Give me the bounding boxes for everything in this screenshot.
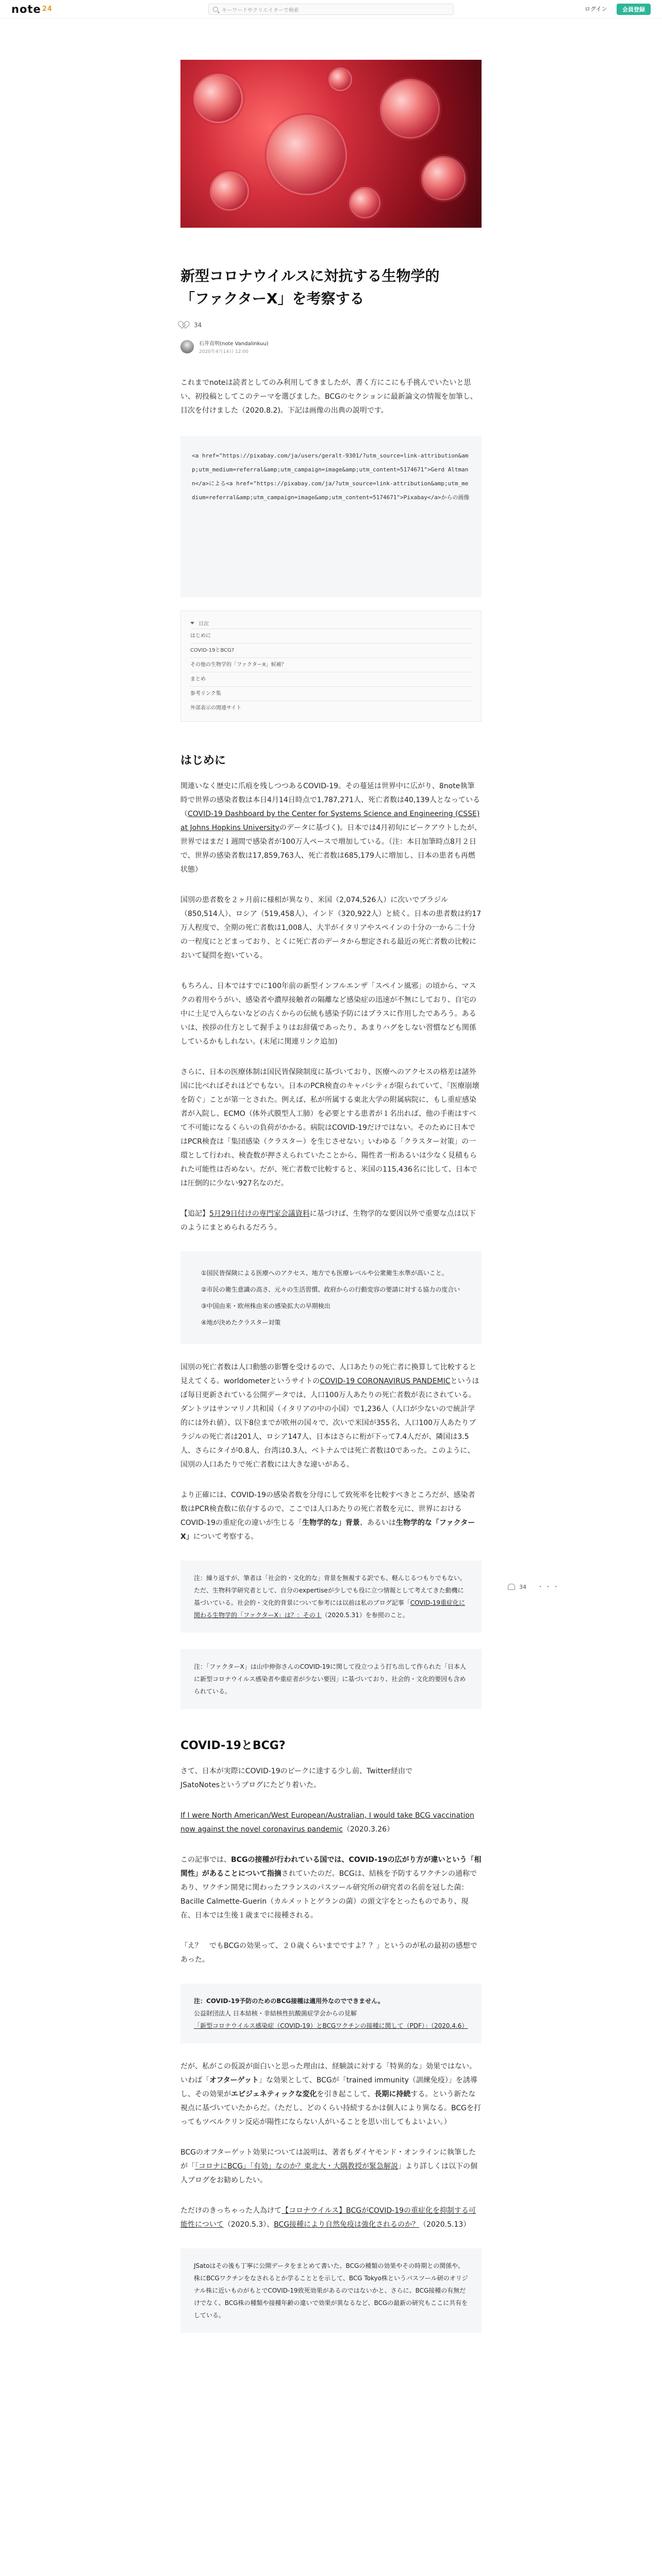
side-like-count: 34 <box>519 1583 526 1590</box>
table-of-contents <box>180 611 482 722</box>
diamond-link[interactable]: 「コロナにBCG」「有効」なのか？東北大・大隅教授が緊急解説 <box>195 2162 398 2171</box>
search-placeholder: キーワードやクリエイターで検索 <box>222 7 299 13</box>
signup-button[interactable]: 会員登録 <box>617 4 651 15</box>
paragraph: 国別の患者数を２ヶ月前に様相が異なり、米国（2,074,526人）に次いでブラジル（850,514人）、ロシア（519,458人）、インド（320,922人）と続く。日本の患者数は約17万人程度で、全期の死亡者数は1,008人、大半がイタリアやスペインの十分の一から二十分の一程度にとどまっており、とくに死亡者のデータから想定される最近の死亡者数の比較において疑問を抱いている。 <box>180 896 482 960</box>
paragraph: 【追記】5月29日付けの専門家会議資料に基づけば、生物学的な要因以外で重要な点は以下のようにまとめられるだろう。 <box>180 1210 476 1232</box>
note-box: 注：繰り返すが、筆者は「社会的・文化的な」背景を無視する訳でも、軽んじるつもりでもない。ただ、生物科学研究者として、自分のexpertiseが少しでも役に立つ情報として考えてきた動機に基づいている。社会的・文化的背景について参考には以前は私のブログ記事「COVID-19重症化に関わる生物学的「ファクターX」は？：その１（2020.5.31）を参照のこと。 <box>180 1561 482 1633</box>
paragraph: BCGのオフターゲット効果については説明は、著者もダイヤモンド・オンラインに執筆したが「「コロナにBCG」「有効」なのか？東北大・大隅教授が緊急解説」より詳しくは以下の個人ブログをお勧めしたい。 <box>180 2148 477 2184</box>
code-block: <a href="https://pixabay.com/ja/users/geralt-9301/?utm_source=link-attribution&amp;utm_medium=referral&amp;utm_campaign=image&amp;utm_content=5174671">Gerd Altmann</a>による<a href="https://pixabay.com/ja/?utm_source=link-attribution&amp;utm_medium=referral&amp;utm_campaign=image&amp;utm_content=5174671">Pixabay</a>からの画像 <box>180 436 482 597</box>
logo-sub: 24 <box>42 5 53 13</box>
dashboard-link[interactable]: COVID-19 Dashboard by the Center for Systems Science and Engineering (CSSE) at Johns Hopkins University <box>180 810 480 832</box>
box-item: ②市民の衛生意識の高さ、元々の生活習慣、政府からの行動変容の要請に対する協力の度合い <box>201 1286 460 1293</box>
avatar[interactable] <box>180 340 194 353</box>
paragraph: だが、私がこの仮説が面白いと思った理由は、経験談に対する「特異的な」効果ではない。いわば「オフターゲット」な効果として、BCGが「trained immunity（訓練免疫）」を誘導し、その効果がエピジェネティックな変化を引き起こして、長期に持続する。という新たな視点に基づいていたからだ。（ただし、どのくらい持続するかは個人により異なる。BCGを打ってもツベルクリン反応が陽性にならない人がいることを思い出してもよいよい。） <box>180 2062 481 2126</box>
title-line-2: 「ファクターX」を考察する <box>180 290 365 307</box>
hero-image <box>180 60 482 228</box>
box-item: ①国民皆保険による医療へのアクセス、地方でも医療レベルや公衆衛生水準が高いこと。 <box>201 1269 448 1277</box>
expert-meeting-link[interactable]: 5月29日付けの専門家会議資料 <box>209 1210 310 1218</box>
author-block[interactable] <box>180 339 482 354</box>
author-name[interactable]: 石井直明(note Vandalinkuu) <box>199 341 269 347</box>
search-icon <box>213 7 218 12</box>
toc-header[interactable]: 目次 <box>190 617 472 629</box>
quote-box <box>180 1251 482 1344</box>
paragraph: もちろん、日本ではすでに100年前の新型インフルエンザ「スペイン風邪」の頃から、マスクの着用やうがい、感染者や濃厚接触者の隔離など感染症の迅速が不無にしており、自宅の中に土足で入らないなどの古くからの伝統も感染予防にはプラスに作用したであろう。あるいは、挨拶の仕方として握手よりはお辞儀であったり、あまりハグをしない習慣なども関係しているかもしれない。(末尾に関連リンク追加) <box>180 982 476 1046</box>
paragraph: この記事では、BCGの接種が行われている国では、COVID-19の広がり方が違いという「相関性」があることについて指摘されていたのだ。BCGは、結核を予防するワクチンの通称であり、ワクチン開発に関わったフランスのパスツール研究所の研究者の名前を冠した菌：Bacille Calmette-Guerin（カルメットとゲランの菌）の頭文字をとったものであり、現在、日本では生後１歳までに接種される。 <box>180 1856 482 1920</box>
intro-paragraph: これまでnoteは読者としてのみ利用してきましたが、書く方にこにも手挑んでいたいと思い、初投稿としてこのテーマを選びました。BCGのセクションに最新論文の情報を加筆し、目次を付けました（2020.8.2)。下記は画像の出典の説明です。 <box>180 379 477 415</box>
paragraph: より正確には、COVID-19の感染者数を分母にして致死率を比較すべきところだが、感染者数はPCR検査数に依存するので、ここでは人口あたりの死亡者数を元に、世界におけるCOVID-19の重症化の違いが生じる「生物学的な」背景、あるいは生物学的な「ファクターX」について考察する。 <box>180 1491 475 1541</box>
floating-actions <box>508 1582 560 1592</box>
worldometer-link[interactable]: COVID-19 CORONAVIRUS PANDEMIC <box>320 1377 451 1385</box>
paragraph: If I were North American/West European/Australian, I would take BCG vaccination now against the novel coronavirus pandemic（2020.3.26） <box>180 1811 474 1834</box>
title-line-1: 新型コロナウイルスに対抗する生物学的 <box>180 267 440 284</box>
more-icon[interactable]: ・・・ <box>537 1583 560 1591</box>
paragraph: 「え？ でもBCGの効果って、２０歳くらいまでですよ？？」というのが私の最初の感想であった。 <box>180 1942 477 1964</box>
heart-icon[interactable] <box>180 321 189 329</box>
jsato-link[interactable]: If I were North American/West European/Australian, I would take BCG vaccination now against the novel coronavirus pandemic <box>180 1811 474 1834</box>
toc-item[interactable]: その他の生物学的「ファクターX」候補？ <box>190 657 472 672</box>
post-date: 2020年4月14日 12:00 <box>199 349 249 354</box>
like-count: 34 <box>194 321 202 329</box>
paragraph: さて、日本が実際にCOVID-19のピークに達する少し前、Twitter経由で JSatoNotesというブログにたどり着いた。 <box>180 1767 412 1789</box>
search-input[interactable] <box>208 4 454 15</box>
chevron-down-icon <box>190 622 194 624</box>
blog-link[interactable]: COVID-19重症化に関わる生物学的「ファクターX」は？：その１ <box>194 1599 465 1619</box>
toc-item[interactable]: はじめに <box>190 629 472 643</box>
paragraph: 関連いなく歴史に爪痕を残しつつあるCOVID-19。その蔓延は世界中に広がり、8note執筆時で世界の感染者数は本日4月14日時点で1,787,271人、死亡者数は40,139人となっている（COVID-19 Dashboard by the Center for Systems Science and Engineering (CSSE) at Johns Hopkins Universityのデータに基づく)。日本では4月初旬にピークアウトしたが、世界ではまだ１週間で感染者が100万人ペースで増加している。（注：本日加筆時点8月２日で、世界の感染者数は17,859,763人、死亡者数は685,179人に増加し、日本の患者も再燃状態） <box>180 782 482 874</box>
section-heading: はじめに <box>180 754 226 767</box>
article <box>180 60 482 2333</box>
note-box: JSatoはその後も丁寧に公開データをまとめて書いた。BCGの種類の効果やその時期との関係や、株にBCGワクチンをなされるとか学ることとを示して、BCG Tokyo株というパスツール研のオリジナル株に近いものがもとでCOVID-19致死効果があるのではないかと、さらに、BCG接種の有無だけでなく、BCG株の種類や接種年齢の違いで効果が異なるなど、BCGの最新の研究もここに共有をしている。 <box>180 2248 482 2333</box>
paragraph: 国別の死亡者数は人口動態の影響を受けるので、人口あたりの死亡者に換算して比較すると見えてくる。worldometerというサイトのCOVID-19 CORONAVIRUS PANDEMICというほぼ毎日更新されている公開データでは、人口100万人あたりの死亡者数が表にされている。ダントツはサンマリノ共和国（イタリアの中の小国）で1,236人（人口が少ないので統計学的には外れ値）、以下8位までが欧州の国々で、次いで米国が355名、人口100万人あたりブラジルの死亡者は201人、ロシア147人、日本はさらに桁が下って7.4人だが、隣国は3.5人、さらにタイが0.8人、台湾は0.3人、ベトナムでは死亡者数は0であった。このように、国別の人口あたりで死亡者数には大きな違いがある。 <box>180 1363 479 1469</box>
box-item: ④地が決めたクラスター対策 <box>201 1319 281 1326</box>
like-area <box>180 321 482 329</box>
heart-icon[interactable] <box>508 1584 515 1590</box>
logo-text: note <box>11 3 41 15</box>
blog-link-1[interactable]: 【コロナウイルス】BCGがCOVID-19の重症化を抑制する可能性について <box>180 2207 476 2229</box>
toc-item[interactable]: まとめ <box>190 672 472 686</box>
paragraph: ただけのきっちゃった人為けて【コロナウイルス】BCGがCOVID-19の重症化を抑制する可能性について（2020.5.3）、BCG接種により自然免疫は強化されるのか？（2020.5.13） <box>180 2207 476 2229</box>
toc-item[interactable]: 外部表示の関連サイト <box>190 701 472 715</box>
note-box: 注：COVID-19予防のためのBCG接種は適用外なのでできません。 公益財団法人 日本結核・非結核性抗酸菌症学会からの見解 「新型コロナウイルス感染症（COVID-19）とBCGワクチンの接種に関して（PDF）」（2020.4.6） <box>180 1984 482 2043</box>
paragraph: さらに、日本の医療体制は国民皆保険制度に基づいており、医療へのアクセスの格差は諸外国に比べればそれほどでもない。日本のPCR検査のキャパシティが限られていて、「医療崩壊を防ぐ」ことが第一とされた。例えば、私が所属する東北大学の附属病院に、もし重症感染者が入院し、ECMO（体外式膜型人工肺）を必要とする患者が１名出れば、他の手術はすべて不可能になるくらいの負荷がかかる。病院はCOVID-19だけではない。そのために日本ではPCR検査は「集団感染（クラスター）を生じさせない」いわゆる「クラスター対策」の一環として行われ、検査数が押さえられていたことから、陽性者一桁あるいは少なく見積もられた可能性は否めない。だが、死亡者数で比較すると、米国の115,436名に比して、日本では圧倒的に少ない927名なのだ。 <box>180 1068 479 1188</box>
blog-link-2[interactable]: BCG接種により自然免疫は強化されるのか？ <box>274 2221 420 2229</box>
top-header <box>0 0 662 19</box>
toc-item[interactable]: COVID-19とBCG? <box>190 643 472 657</box>
box-item: ③中国由来・欧州株由来の感染拡大の早期検出 <box>201 1302 330 1310</box>
note-logo[interactable] <box>11 3 53 15</box>
article-title <box>180 265 482 310</box>
section-heading: COVID-19とBCG? <box>180 1739 286 1752</box>
login-link[interactable]: ログイン <box>585 6 607 12</box>
jata-pdf-link[interactable]: 「新型コロナウイルス感染症（COVID-19）とBCGワクチンの接種に関して（PDF）」（2020.4.6） <box>194 2022 468 2029</box>
toc-item[interactable]: 参考リンク集 <box>190 686 472 701</box>
note-box: 注：「ファクターX」は山中伸弥さんのCOVID-19に関して役立つよう打ち出して作られた「日本人に新型コロナウイルス感染者や重症者が少ない要因」に基づいており、社会的・文化的要因も含められている。 <box>180 1649 482 1709</box>
